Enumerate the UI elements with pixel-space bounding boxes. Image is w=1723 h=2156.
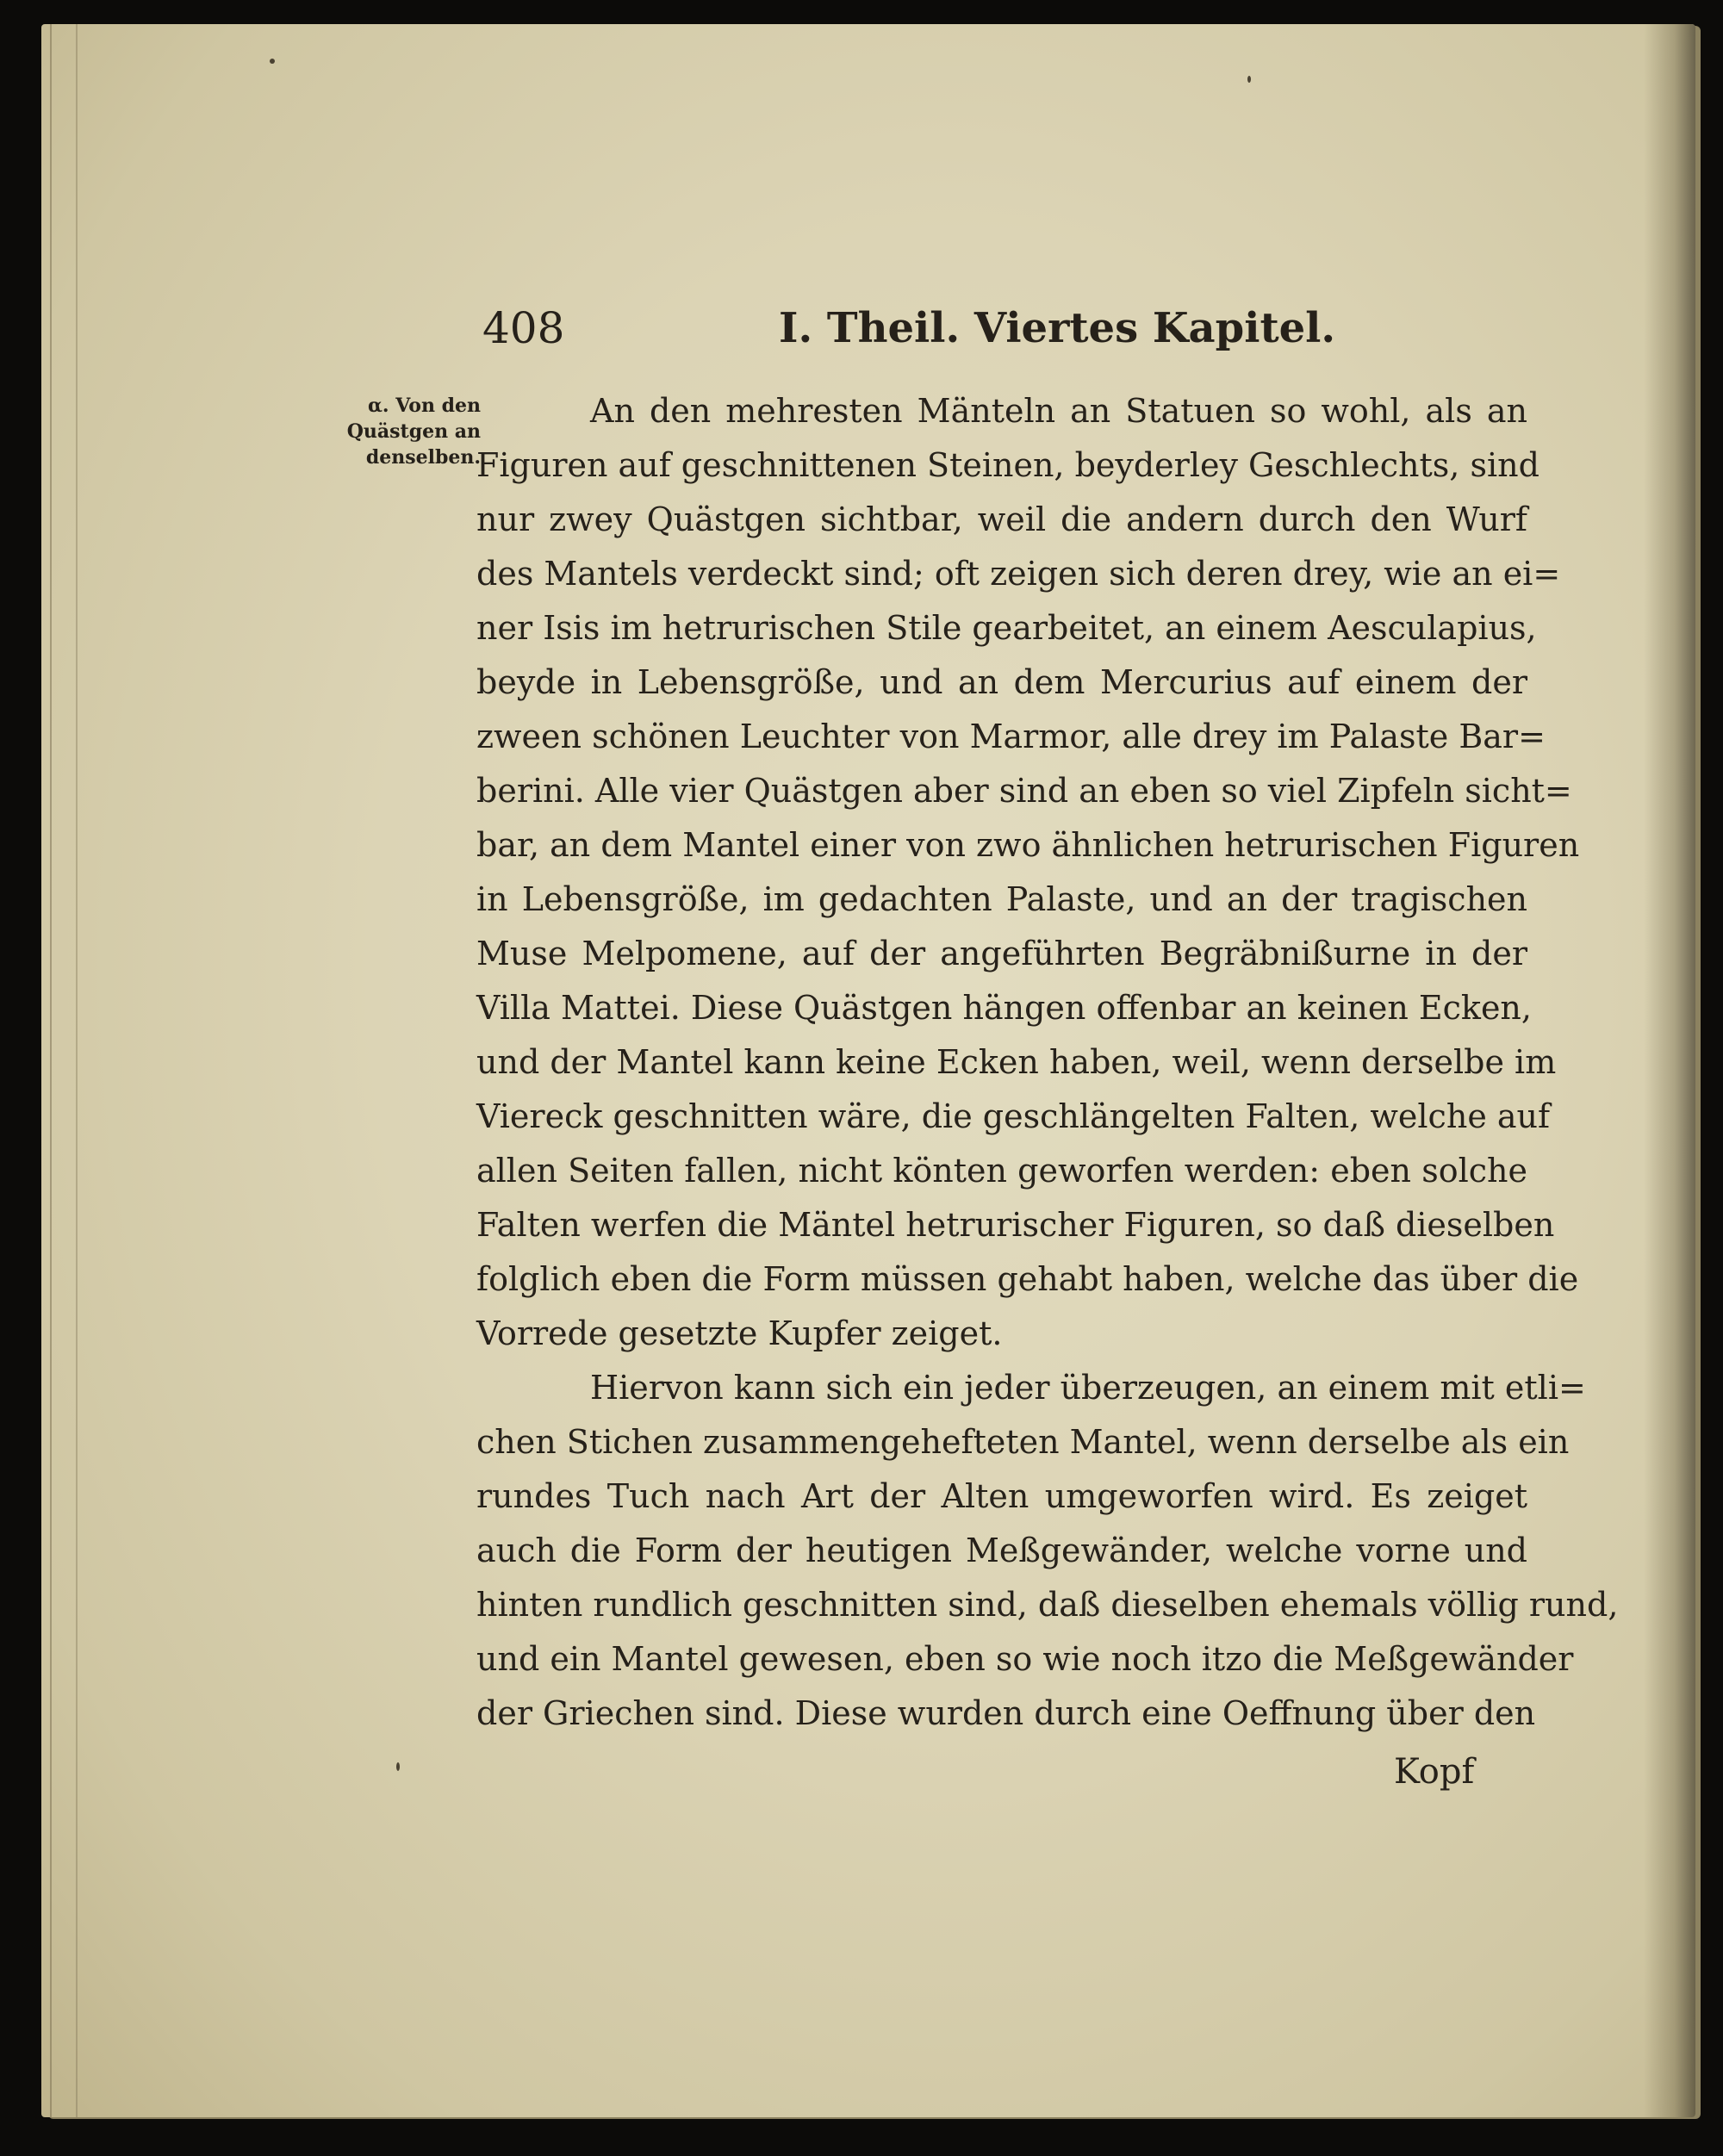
text-line: An den mehresten Mänteln an Statuen so wohl, als an [590,392,1527,430]
text-line: berini. Alle vier Quästgen aber sind an eben so viel Zipfeln sicht= [476,772,1572,810]
page-number: 408 [482,303,565,353]
body-text [476,384,1619,1741]
speck [270,59,275,64]
text-line: folglich eben die Form müssen gehabt haben, welche das über die [476,1260,1579,1298]
text-line: auch die Form der heutigen Meßgewänder, welche vorne und [476,1532,1527,1569]
text-line: der Griechen sind. Diese wurden durch eine Oeffnung über den [476,1694,1536,1732]
gutter-shadow [1644,24,1695,2117]
text-line: allen Seiten fallen, nicht könten geworfen werden: eben solche [476,1152,1527,1190]
marginal-note [300,393,481,470]
text-line: Muse Melpomene, auf der angeführten Begräbnißurne in der [476,935,1527,972]
text-line: beyde in Lebensgröße, und an dem Mercurius auf einem der [476,663,1527,701]
text-line: Villa Mattei. Diese Quästgen hängen offenbar an keinen Ecken, [476,989,1532,1027]
text-line: zween schönen Leuchter von Marmor, alle drey im Palaste Bar= [476,718,1546,755]
catchword: Kopf [1394,1752,1475,1792]
chapter-title: I. Theil. Viertes Kapitel. [779,304,1336,352]
text-line: bar, an dem Mantel einer von zwo ähnlichen hetrurischen Figuren [476,826,1580,864]
speck [396,1762,400,1771]
speck [1247,76,1251,83]
text-line: Viereck geschnitten wäre, die geschlängelten Falten, welche auf [476,1097,1551,1135]
marginal-note-line: α. Von den [367,395,481,417]
text-line: hinten rundlich geschnitten sind, daß dieselben ehemals völlig rund, [476,1586,1619,1624]
marginal-note-line: denselben. [365,446,481,469]
marginal-note-line: Quästgen an [346,420,481,443]
text-line: Figuren auf geschnittenen Steinen, beyderley Geschlechts, sind [476,446,1540,484]
text-line: chen Stichen zusammengehefteten Mantel, wenn derselbe als ein [476,1423,1570,1461]
text-line: nur zwey Quästgen sichtbar, weil die andern durch den Wurf [476,500,1527,538]
text-line: ner Isis im hetrurischen Stile gearbeitet, an einem Aesculapius, [476,609,1537,647]
text-line: rundes Tuch nach Art der Alten umgeworfen wird. Es zeiget [476,1477,1527,1515]
page-edge [50,24,78,2117]
text-line: Falten werfen die Mäntel hetrurischer Figuren, so daß dieselben [476,1206,1555,1244]
text-line: und der Mantel kann keine Ecken haben, weil, wenn derselbe im [476,1043,1557,1081]
running-head [482,298,1344,358]
book-page [41,24,1695,2117]
text-line: Hiervon kann sich ein jeder überzeugen, an einem mit etli= [590,1369,1586,1407]
text-line: und ein Mantel gewesen, eben so wie noch itzo die Meßgewänder [476,1640,1574,1678]
text-line: des Mantels verdeckt sind; oft zeigen sich deren drey, wie an ei= [476,555,1561,593]
text-line: Vorrede gesetzte Kupfer zeiget. [476,1314,1003,1352]
text-line: in Lebensgröße, im gedachten Palaste, und an der tragischen [476,880,1527,918]
